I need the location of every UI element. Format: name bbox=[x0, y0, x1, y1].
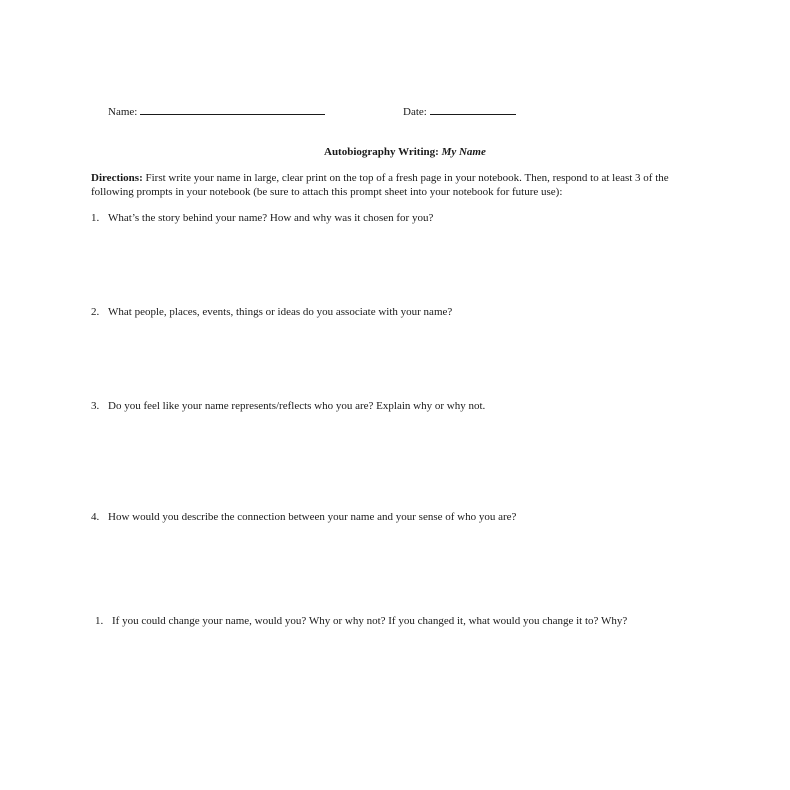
directions-label: Directions: bbox=[91, 172, 143, 184]
prompt-item-3 bbox=[91, 399, 485, 413]
directions-text: First write your name in large, clear print on the top of a fresh page in your notebook. Then, respond to at least 3 of the following prompts in your notebook (be sure to attach this prompt sheet into your notebook for future use): bbox=[91, 172, 669, 198]
prompt-number: 2. bbox=[91, 306, 100, 318]
prompt-item-5 bbox=[95, 614, 627, 628]
prompt-number: 1. bbox=[95, 615, 104, 627]
name-label: Name: bbox=[108, 106, 138, 118]
date-blank-line bbox=[430, 104, 516, 115]
name-field bbox=[108, 104, 325, 119]
prompt-number: 4. bbox=[91, 511, 100, 523]
prompt-text: Do you feel like your name represents/reflects who you are? Explain why or why not. bbox=[108, 400, 486, 412]
prompt-text: How would you describe the connection between your name and your sense of who you are? bbox=[108, 511, 517, 523]
page-title bbox=[324, 145, 486, 159]
directions-paragraph bbox=[91, 171, 711, 199]
prompt-text: If you could change your name, would you? Why or why not? If you changed it, what would you change it to? Why? bbox=[112, 615, 628, 627]
date-label: Date: bbox=[403, 106, 427, 118]
prompt-number: 3. bbox=[91, 400, 100, 412]
prompt-text: What’s the story behind your name? How and why was it chosen for you? bbox=[108, 212, 434, 224]
title-main: Autobiography Writing: bbox=[324, 146, 442, 158]
title-italic: My Name bbox=[441, 146, 486, 158]
date-field bbox=[403, 104, 516, 119]
prompt-number: 1. bbox=[91, 212, 100, 224]
prompt-item-1 bbox=[91, 211, 433, 225]
prompt-item-2 bbox=[91, 305, 452, 319]
name-blank-line bbox=[140, 104, 325, 115]
prompt-item-4 bbox=[91, 510, 516, 524]
prompt-text: What people, places, events, things or ideas do you associate with your name? bbox=[108, 306, 453, 318]
